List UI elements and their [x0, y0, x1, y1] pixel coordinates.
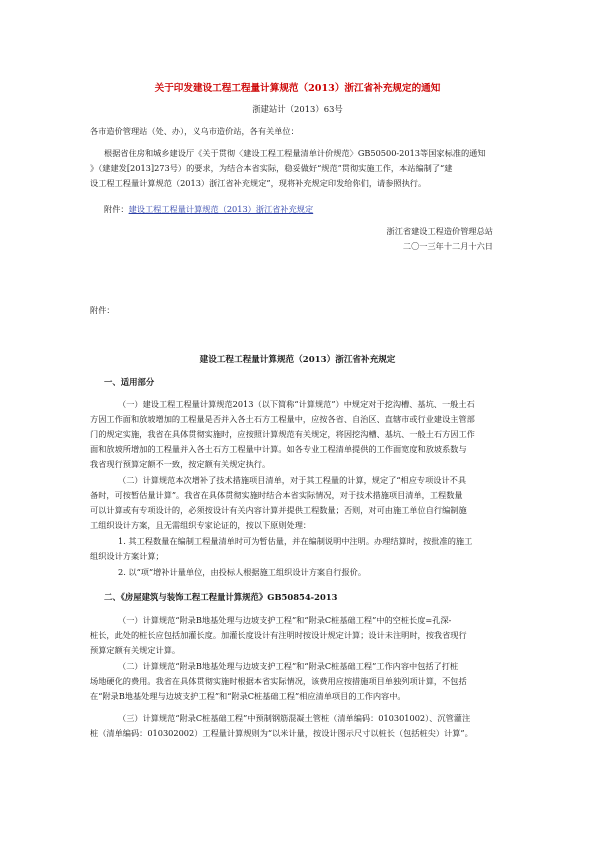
attachment-link[interactable]: 建设工程工程量计算规范（2013）浙江省补充规定 — [128, 204, 314, 214]
paragraph-line: 门的规定实施，我省在具体贯彻实施时，应按照计算规范有关规定，将因挖沟槽、基坑、一般土石方因工作 — [90, 429, 475, 439]
paragraph-line: 1. 其工程数量在编制工程量清单时可为暂估量，并在编制说明中注明。办理结算时，按批准的施工 — [118, 536, 473, 546]
paragraph-line: 桩长，此处的桩长应包括加灌长度。加灌长度设计有注明时按设计规定计算；设计未注明时，按我省现行 — [90, 630, 467, 640]
paragraph-line: （二）计算规范本次增补了技术措施项目清单，对于其工程量的计算，规定了“相应专项设计不具 — [118, 475, 467, 485]
paragraph-line: 2. 以“项”增补计量单位，由投标人根据施工组织设计方案自行报价。 — [118, 567, 367, 577]
paragraph-line: 面和放坡所增加的工程量并入各土石方工程量中计算。如各专业工程清单提供的工作面宽度和放坡系数与 — [90, 444, 467, 454]
section-heading: 二、《房屋建筑与装饰工程工程量计算规范》GB50854-2013 — [104, 592, 338, 602]
paragraph-line: 场地硬化的费用。我省在具体贯彻实施时根据本省实际情况，该费用应按措施项目单独列项计算，不包括 — [90, 676, 467, 686]
attachment-row — [104, 203, 313, 215]
recipients: 各市造价管理站（处、办），义乌市造价站，各有关单位： — [90, 126, 299, 136]
notice-body-line: 》（建建发[2013]273号）的要求，为结合本省实际，稳妥做好“规范”贯彻实施工作，本站编制了“建 — [90, 163, 453, 173]
paragraph-line: 工组织设计方案，且无需组织专家论证的，按以下原则处理： — [90, 520, 312, 530]
paragraph-line: 备时，可按暂估量计算”。我省在具体贯彻实施时结合本省实际情况，对于技术措施项目清单，工程数量 — [90, 490, 463, 500]
paragraph-line: （一）计算规范“附录B地基处理与边坡支护工程”和“附录C桩基础工程”中的空桩长度=孔深- — [118, 615, 452, 625]
paragraph-line: 我省现行预算定额不一致，按定额有关规定执行。 — [90, 459, 271, 469]
notice-body-line: 设工程工程量计算规范（2013）浙江省补充规定”，现将补充规定印发给你们，请参照执行。 — [90, 178, 427, 188]
attachment-label: 附件： — [104, 204, 129, 214]
notice-title: 关于印发建设工程工程量计算规范（2013）浙江省补充规定的通知 — [154, 83, 441, 94]
paragraph-line: （三）计算规范“附录C桩基础工程”中预制钢筋混凝土管桩（清单编码：010301002）、沉管灌注 — [118, 713, 471, 723]
paragraph-line: 可以计算或有专项设计的，必须按设计有关内容计算并提供工程数量；否则，对可由施工单位自行编制施 — [90, 505, 467, 515]
document-number: 浙建站计（2013）63号 — [252, 104, 343, 114]
issue-date: 二〇一三年十二月十六日 — [402, 241, 493, 251]
paragraph-line: 方因工作面和放坡增加的工程量是否并入各土石方工程量中，应按各省、自治区、直辖市或行业建设主管部 — [90, 414, 475, 424]
paragraph-line: 组织设计方案计算； — [90, 551, 164, 561]
section-heading: 一、适用部分 — [104, 377, 155, 387]
issuer: 浙江省建设工程造价管理总站 — [386, 226, 493, 236]
paragraph-line: （二）计算规范“附录B地基处理与边坡支护工程”和“附录C桩基础工程”工作内容中包括了打桩 — [118, 661, 459, 671]
attachment-title: 建设工程工程量计算规范（2013）浙江省补充规定 — [199, 355, 396, 365]
paragraph-line: 桩（清单编码：010302002）工程量计算规则为“以米计量，按设计图示尺寸以桩长（包括桩尖）计算”。 — [90, 728, 473, 738]
paragraph-line: 在“附录B地基处理与边坡支护工程”和“附录C桩基础工程”相应清单项目的工作内容中。 — [90, 691, 406, 701]
notice-body-line: 根据省住房和城乡建设厅《关于贯彻〈建设工程工程量清单计价规范〉GB50500-2013等国家标准的通知 — [104, 148, 486, 158]
paragraph-line: 预算定额有关规定计算。 — [90, 645, 181, 655]
attachment-heading-label: 附件： — [90, 305, 115, 315]
paragraph-line: （一）建设工程工程量计算规范2013（以下简称“计算规范”）中规定对于挖沟槽、基坑、一般土石 — [118, 399, 475, 409]
